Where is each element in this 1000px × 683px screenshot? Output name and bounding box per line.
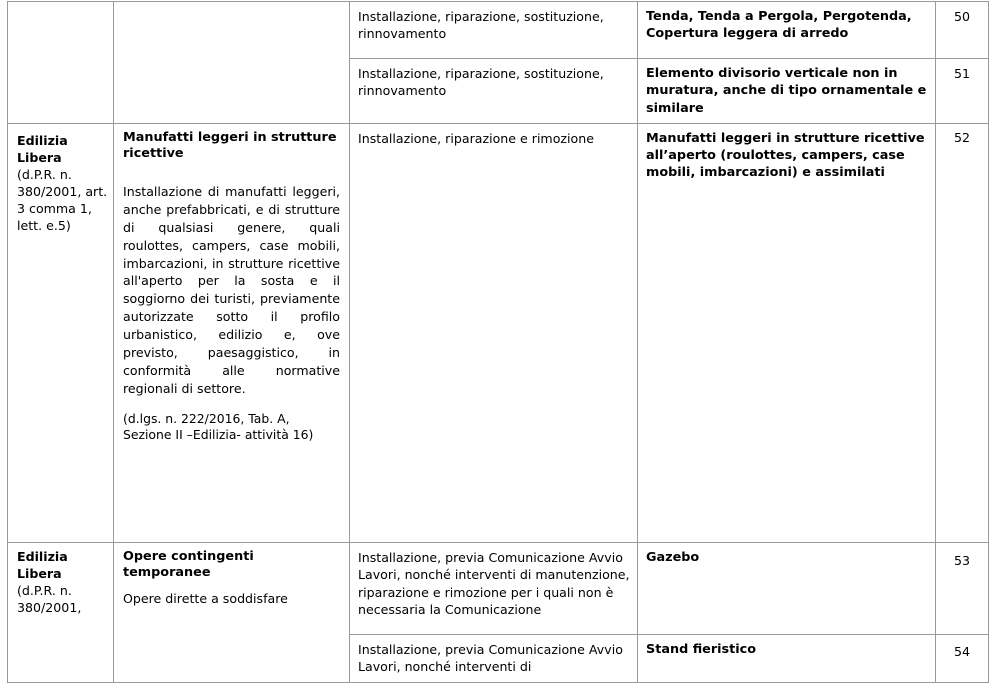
table-row xyxy=(8,2,989,59)
work-text: Stand fieristico xyxy=(646,641,757,657)
work-cell xyxy=(638,542,936,634)
work-cell xyxy=(638,59,936,124)
description-title: Manufatti leggeri in strutture ricettive xyxy=(123,129,337,162)
activity-cell xyxy=(350,123,638,542)
regime-reference: (d.P.R. n. 380/2001, art. 3 comma 1, lett. e.5) xyxy=(17,166,108,233)
regime-cell-empty xyxy=(8,2,114,124)
activity-cell xyxy=(350,59,638,124)
row-number: 53 xyxy=(953,552,971,568)
work-cell xyxy=(638,123,936,542)
row-number: 50 xyxy=(953,9,971,24)
number-cell xyxy=(936,2,989,59)
regime-cell xyxy=(8,542,114,682)
number-cell xyxy=(936,634,989,682)
description-body: Opere dirette a soddisfare xyxy=(123,591,288,607)
regulations-table xyxy=(7,1,989,683)
activity-cell xyxy=(350,2,638,59)
work-text: Elemento divisorio verticale non in muratura, anche di tipo ornamentale e similare xyxy=(646,66,927,116)
activity-text: Installazione, riparazione, sostituzione, rinnovamento xyxy=(358,66,604,99)
table-row xyxy=(8,123,989,542)
row-number: 54 xyxy=(953,643,971,659)
description-cell xyxy=(114,542,350,682)
work-text: Tenda, Tenda a Pergola, Pergotenda, Copertura leggera di arredo xyxy=(646,9,912,42)
activity-cell xyxy=(350,542,638,634)
description-body: Installazione di manufatti leggeri, anche prefabbricati, e di strutture di qualsiasi genere, quali roulottes, campers, case mobili, imbarcazioni, in strutture ricettive all'aperto per la sosta e il soggiorno dei turisti, previamente autorizzate sotto il profilo urbanistico, edilizio e, ove previsto, paesaggistico, in conformità alle normative regionali di settore. xyxy=(123,184,340,396)
description-title: Opere contingenti temporanee xyxy=(123,548,254,581)
work-text: Manufatti leggeri in strutture ricettive all’aperto (roulottes, campers, case mobili, imbarcazioni) e assimilati xyxy=(646,130,925,181)
number-cell xyxy=(936,542,989,634)
activity-cell xyxy=(350,634,638,682)
table-row xyxy=(8,542,989,634)
work-cell xyxy=(638,634,936,682)
row-number: 52 xyxy=(953,129,971,145)
work-text: Gazebo xyxy=(646,549,700,565)
description-cell-empty xyxy=(114,2,350,124)
activity-text: Installazione, riparazione, sostituzione, rinnovamento xyxy=(358,9,604,42)
description-source: (d.lgs. n. 222/2016, Tab. A, Sezione II –Edilizia- attività 16) xyxy=(123,410,314,443)
activity-text: Installazione, previa Comunicazione Avvio Lavori, nonché interventi di manutenzione, riparazione e rimozione per i quali non è necessaria la Comunicazione xyxy=(358,549,630,617)
row-number: 51 xyxy=(953,66,971,81)
activity-text: Installazione, riparazione e rimozione xyxy=(358,130,594,146)
description-cell xyxy=(114,123,350,542)
number-cell xyxy=(936,59,989,124)
regime-title: Edilizia Libera xyxy=(17,132,68,165)
regime-reference: (d.P.R. n. 380/2001, xyxy=(17,582,82,615)
regime-title: Edilizia Libera xyxy=(17,548,68,581)
number-cell xyxy=(936,123,989,542)
work-cell xyxy=(638,2,936,59)
regime-cell xyxy=(8,123,114,542)
activity-text: Installazione, previa Comunicazione Avvio Lavori, nonché interventi di xyxy=(358,641,623,675)
